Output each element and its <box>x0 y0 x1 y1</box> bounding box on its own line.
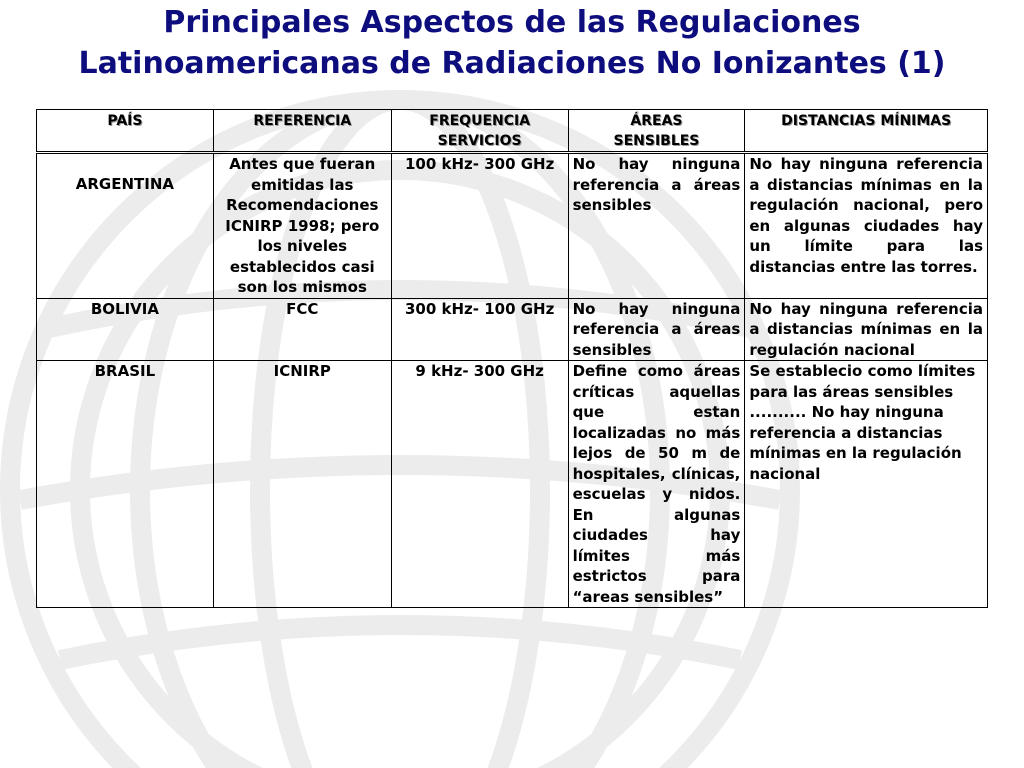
cell-distancias: No hay ninguna referencia a distancias mínimas en la regulación nacional, pero en algunas ciudades hay un límite para las distancias entre las torres. <box>745 153 988 299</box>
cell-referencia: FCC <box>213 298 391 361</box>
header-areas <box>568 110 745 153</box>
header-areas-line2: SENSIBLES <box>613 133 700 149</box>
cell-areas: No hay ninguna referencia a áreas sensibles <box>568 298 745 361</box>
header-frecuencia-line2: SERVICIOS <box>437 133 522 149</box>
header-frecuencia-line1: FREQUENCIA <box>429 113 531 129</box>
table-row <box>37 153 988 299</box>
cell-pais: BOLIVIA <box>37 298 214 361</box>
cell-areas: No hay ninguna referencia a áreas sensibles <box>568 153 745 299</box>
header-distancias: DISTANCIAS MÍNIMAS <box>745 110 988 153</box>
cell-distancias: Se establecio como límites para las áreas sensibles .......... No hay ninguna referencia a distancias mínimas en la regulación nacional <box>745 361 988 608</box>
cell-pais: BRASIL <box>37 361 214 608</box>
header-frecuencia <box>391 110 568 153</box>
title-line-2: Latinoamericanas de Radiaciones No Ionizantes (1) <box>78 46 946 81</box>
header-pais: PAÍS <box>37 110 214 153</box>
cell-frecuencia: 9 kHz- 300 GHz <box>391 361 568 608</box>
cell-areas: Define como áreas críticas aquellas que estan localizadas no más lejos de 50 m de hospitales, clínicas, escuelas y nidos. En algunas ciudades hay límites más estrictos para “areas sensibles” <box>568 361 745 608</box>
cell-frecuencia: 100 kHz- 300 GHz <box>391 153 568 299</box>
header-referencia: REFERENCIA <box>213 110 391 153</box>
cell-frecuencia: 300 kHz- 100 GHz <box>391 298 568 361</box>
regulations-table <box>36 109 988 608</box>
table-header-row <box>37 110 988 153</box>
cell-referencia: Antes que fueran emitidas las Recomendaciones ICNIRP 1998; pero los niveles establecidos casi son los mismos <box>213 153 391 299</box>
header-areas-line1: ÁREAS <box>630 113 683 129</box>
table-row <box>37 298 988 361</box>
page-title <box>0 2 1024 84</box>
cell-pais: ARGENTINA <box>37 153 214 299</box>
title-line-1: Principales Aspectos de las Regulaciones <box>163 5 861 40</box>
cell-distancias: No hay ninguna referencia a distancias mínimas en la regulación nacional <box>745 298 988 361</box>
cell-referencia: ICNIRP <box>213 361 391 608</box>
table-row <box>37 361 988 608</box>
